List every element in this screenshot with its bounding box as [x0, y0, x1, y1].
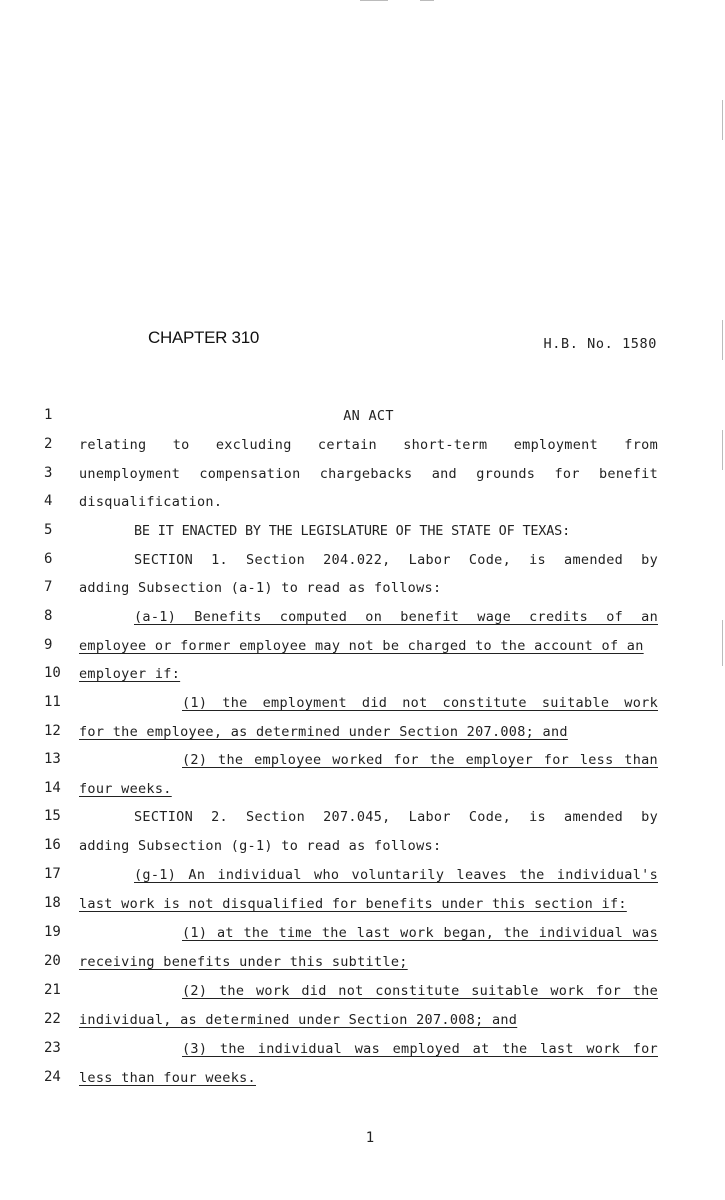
line-number: 4: [44, 493, 53, 509]
inserted-text-line: (a-1) Benefits computed on benefit wage credits of an: [134, 609, 658, 625]
line-number: 11: [44, 694, 61, 710]
line-number: 9: [44, 637, 53, 653]
line-number: 12: [44, 723, 61, 739]
line-number: 15: [44, 808, 61, 824]
inserted-text-line: individual, as determined under Section 207.008; and: [79, 1012, 518, 1028]
scan-artifact: [722, 320, 723, 360]
line-number: 19: [44, 924, 61, 940]
inserted-text-line: (1) the employment did not constitute suitable work: [182, 695, 658, 711]
line-number: 21: [44, 982, 61, 998]
inserted-text-line: last work is not disqualified for benefits under this section if:: [79, 896, 627, 912]
inserted-text-line: for the employee, as determined under Section 207.008; and: [79, 724, 568, 740]
inserted-text-line: (2) the work did not constitute suitable work for the: [182, 983, 658, 999]
scan-artifact: [360, 0, 388, 1]
line-number: 14: [44, 780, 61, 796]
scan-artifact: [722, 100, 723, 140]
inserted-text-line: employee or former employee may not be charged to the account of an: [79, 638, 644, 654]
line-number: 20: [44, 953, 61, 969]
line-number: 17: [44, 866, 61, 882]
line-number: 13: [44, 751, 61, 767]
line-number: 8: [44, 608, 53, 624]
inserted-text-line: (3) the individual was employed at the last work for: [182, 1041, 658, 1057]
line-number: 22: [44, 1011, 61, 1027]
text-line: adding Subsection (a-1) to read as follows:: [79, 580, 442, 596]
line-number: 23: [44, 1040, 61, 1056]
inserted-text-line: four weeks.: [79, 781, 172, 797]
inserted-text-line: employer if:: [79, 666, 181, 682]
text-line: SECTION 1. Section 204.022, Labor Code, is amended by: [134, 552, 658, 568]
page-number: 1: [365, 1130, 375, 1146]
line-number: 18: [44, 895, 61, 911]
line-number: 2: [44, 436, 53, 452]
line-number: 7: [44, 579, 53, 595]
line-number: 1: [44, 407, 53, 423]
inserted-text-line: (2) the employee worked for the employer for less than: [182, 752, 658, 768]
line-number: 16: [44, 837, 61, 853]
line-number: 3: [44, 465, 53, 481]
text-line: SECTION 2. Section 207.045, Labor Code, is amended by: [134, 809, 658, 825]
bill-number: H.B. No. 1580: [543, 336, 657, 352]
inserted-text-line: less than four weeks.: [79, 1070, 256, 1086]
text-line: unemployment compensation chargebacks and grounds for benefit: [79, 466, 658, 482]
inserted-text-line: (g-1) An individual who voluntarily leaves the individual's: [134, 867, 658, 883]
scan-artifact: [420, 0, 434, 1]
text-line: disqualification.: [79, 494, 223, 510]
text-line: adding Subsection (g-1) to read as follows:: [79, 838, 442, 854]
line-number: 5: [44, 522, 53, 538]
act-title: AN ACT: [343, 408, 394, 424]
scan-artifact: [722, 620, 723, 666]
line-number: 6: [44, 551, 53, 567]
line-number: 24: [44, 1069, 61, 1085]
chapter-heading: CHAPTER 310: [148, 328, 260, 347]
text-line: relating to excluding certain short-term employment from: [79, 437, 658, 453]
line-number: 10: [44, 665, 61, 681]
inserted-text-line: (1) at the time the last work began, the individual was: [182, 925, 658, 941]
inserted-text-line: receiving benefits under this subtitle;: [79, 954, 408, 970]
scan-artifact: [722, 430, 723, 470]
enacting-clause: BE IT ENACTED BY THE LEGISLATURE OF THE STATE OF TEXAS:: [134, 523, 571, 539]
